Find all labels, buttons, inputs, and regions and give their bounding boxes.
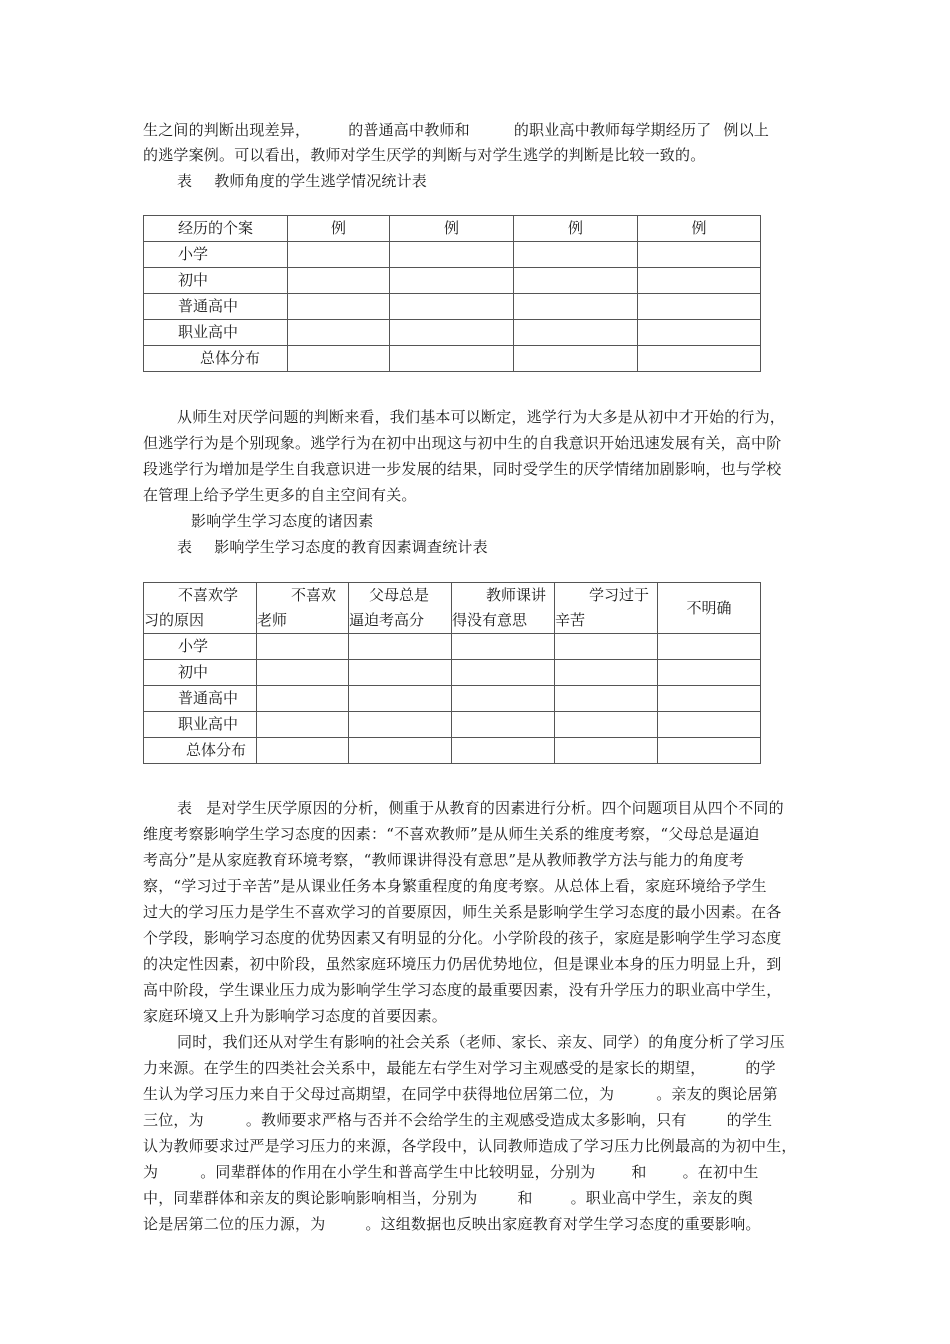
text-segment: 生认为学习压力来自于父母过高期望，在同学中获得地位居第二位，为 (143, 1085, 615, 1103)
row-label: 小学 (144, 634, 257, 660)
table-cell (555, 660, 658, 686)
table-1 (143, 215, 761, 372)
table-cell (257, 712, 349, 738)
table-cell (555, 634, 658, 660)
table-cell (638, 320, 761, 346)
header-line: 学习过于 (589, 586, 650, 604)
header-line: 得没有意思 (452, 611, 528, 629)
table-cell (349, 660, 452, 686)
table-cell (390, 268, 514, 294)
table-cell (658, 660, 761, 686)
text-segment: 和 (517, 1189, 533, 1207)
paragraph-3-line-1 (177, 798, 784, 818)
header-line: 老师 (257, 611, 288, 629)
table-cell (257, 634, 349, 660)
table-cell (514, 346, 638, 372)
paragraph-3-line-3: 考高分”是从家庭教育环境考察，“教师课讲得没有意思”是从教师教学方法与能力的角度考 (143, 851, 745, 869)
header-line: 辛苦 (555, 611, 586, 629)
row-label: 总体分布 (144, 346, 288, 372)
table-row (144, 268, 761, 294)
table-cell (555, 712, 658, 738)
table-cell (638, 268, 761, 294)
paragraph-4-line-4 (143, 1110, 772, 1130)
text-segment: 三位，为 (143, 1111, 204, 1129)
row-label: 小学 (144, 242, 288, 268)
table-cell (349, 686, 452, 712)
text-segment: 力来源。在学生的四类社会关系中，最能左右学生对学习主观感受的是家长的期望， (143, 1059, 706, 1077)
table-cell (658, 634, 761, 660)
table-cell (288, 320, 390, 346)
text-segment: 的学生 (726, 1111, 773, 1129)
row-label: 职业高中 (144, 712, 257, 738)
header-line: 不喜欢学 (178, 586, 239, 604)
table-cell (638, 346, 761, 372)
table-row (144, 712, 761, 738)
table-row (144, 242, 761, 268)
text-segment: 。同辈群体的作用在小学生和普高学生中比较明显，分别为 (200, 1163, 596, 1181)
text-segment: 的学 (745, 1059, 776, 1077)
table-cell (349, 634, 452, 660)
table-cell (658, 738, 761, 764)
table-cell (452, 712, 555, 738)
text-segment: 。这组数据也反映出家庭教育对学生学习态度的重要影响。 (365, 1215, 761, 1233)
table-row (144, 634, 761, 660)
table-2-header-row (144, 583, 761, 634)
header-cell: 不明确 (658, 583, 761, 634)
paragraph-4-line-1: 同时，我们还从对学生有影响的社会关系（老师、家长、亲友、同学）的角度分析了学习压 (177, 1033, 786, 1051)
table-row (144, 738, 761, 764)
table-2-caption (177, 537, 488, 557)
section-heading: 影响学生学习态度的诸因素 (191, 512, 374, 530)
table-row (144, 660, 761, 686)
table-row (144, 346, 761, 372)
header-cell (257, 583, 349, 634)
row-label: 普通高中 (144, 294, 288, 320)
table-cell (638, 294, 761, 320)
table-cell (288, 294, 390, 320)
text-segment: 是对学生厌学原因的分析，侧重于从教育的因素进行分析。四个问题项目从四个不同的 (206, 799, 784, 817)
paragraph-4-line-3 (143, 1084, 778, 1104)
text-segment: 的职业高中教师每学期经历了 (513, 121, 712, 139)
paragraph-3-line-2: 维度考察影响学生学习态度的因素：“不喜欢教师”是从师生关系的维度考察，“父母总是逼迫 (143, 825, 760, 843)
paragraph-3-line-7: 的决定性因素，初中阶段，虽然家庭环境压力仍居优势地位，但是课业本身的压力明显上升，到 (143, 955, 782, 973)
table-cell (390, 346, 514, 372)
header-cell (555, 583, 658, 634)
table-row (144, 686, 761, 712)
header-cell: 例 (390, 216, 514, 242)
header-line: 习的原因 (144, 611, 205, 629)
table-cell (514, 268, 638, 294)
paragraph-2-line-4: 在管理上给予学生更多的自主空间有关。 (143, 486, 417, 504)
header-cell (452, 583, 555, 634)
table-cell (514, 294, 638, 320)
table-cell (288, 242, 390, 268)
text-segment: 表 (177, 799, 193, 817)
table-cell (555, 738, 658, 764)
header-line: 逼迫考高分 (349, 611, 425, 629)
table-1-header-row (144, 216, 761, 242)
header-line: 教师课讲 (486, 586, 547, 604)
table-cell (257, 686, 349, 712)
header-cell: 例 (288, 216, 390, 242)
table-cell (514, 242, 638, 268)
header-cell (144, 583, 257, 634)
paragraph-4-line-5: 认为教师要求过严是学习压力的来源，各学段中，认同教师造成了学习压力比例最高的为初中生， (143, 1137, 797, 1155)
table-cell (390, 242, 514, 268)
caption-prefix: 表 (177, 538, 193, 556)
paragraph-3-line-8: 高中阶段，学生课业压力成为影响学生学习态度的最重要因素，没有升学压力的职业高中学生， (143, 981, 782, 999)
text-segment: 中，同辈群体和亲友的舆论影响影响相当，分别为 (143, 1189, 478, 1207)
table-cell (349, 738, 452, 764)
table-cell (349, 712, 452, 738)
row-label: 初中 (144, 268, 288, 294)
table-cell (514, 320, 638, 346)
header-cell: 经历的个案 (144, 216, 288, 242)
table-2 (143, 582, 761, 764)
table-row (144, 294, 761, 320)
text-segment: 。教师要求严格与否并不会给学生的主观感受造成太多影响，只有 (245, 1111, 687, 1129)
table-cell (658, 686, 761, 712)
row-label: 总体分布 (144, 738, 257, 764)
header-cell: 例 (514, 216, 638, 242)
header-line: 不喜欢 (291, 586, 337, 604)
text-segment: 。职业高中学生，亲友的舆 (570, 1189, 754, 1207)
text-segment: 。亲友的舆论居第 (656, 1085, 778, 1103)
table-cell (638, 242, 761, 268)
row-label: 初中 (144, 660, 257, 686)
paragraph-3-line-4: 察，“学习过于辛苦”是从课业任务本身繁重程度的角度考察。从总体上看，家庭环境给予学生 (143, 877, 767, 895)
table-cell (452, 634, 555, 660)
paragraph-4-line-7 (143, 1188, 753, 1208)
paragraph-3-line-6: 个学段，影响学习态度的优势因素又有明显的分化。小学阶段的孩子，家庭是影响学生学习态度 (143, 929, 782, 947)
row-label: 职业高中 (144, 320, 288, 346)
text-segment: 论是居第二位的压力源，为 (143, 1215, 326, 1233)
paragraph-3-line-9: 家庭环境又上升为影响学习态度的首要因素。 (143, 1007, 448, 1025)
table-cell (288, 268, 390, 294)
table-cell (452, 686, 555, 712)
text-segment: 。在初中生 (682, 1163, 759, 1181)
table-cell (390, 294, 514, 320)
table-cell (555, 686, 658, 712)
text-segment: 和 (631, 1163, 647, 1181)
header-cell: 例 (638, 216, 761, 242)
row-label: 普通高中 (144, 686, 257, 712)
table-cell (257, 738, 349, 764)
table-1-caption (177, 171, 427, 191)
table-cell (288, 346, 390, 372)
paragraph-3-line-5: 过大的学习压力是学生不喜欢学习的首要原因，师生关系是影响学生学习态度的最小因素。在各 (143, 903, 782, 921)
table-cell (658, 712, 761, 738)
header-cell (349, 583, 452, 634)
caption-text: 教师角度的学生逃学情况统计表 (214, 172, 428, 190)
paragraph-4-line-2 (143, 1058, 776, 1078)
text-segment: 的普通高中教师和 (348, 121, 470, 139)
table-cell (390, 320, 514, 346)
text-segment: 为 (143, 1163, 159, 1181)
paragraph-1-line-2: 的逃学案例。可以看出，教师对学生厌学的判断与对学生逃学的判断是比较一致的。 (143, 146, 706, 164)
caption-prefix: 表 (177, 172, 193, 190)
paragraph-2-line-2: 但逃学行为是个别现象。逃学行为在初中出现这与初中生的自我意识开始迅速发展有关，高中阶 (143, 434, 782, 452)
table-cell (257, 660, 349, 686)
paragraph-2-line-1: 从师生对厌学问题的判断来看，我们基本可以断定，逃学行为大多是从初中才开始的行为， (177, 408, 786, 426)
paragraph-4-line-6 (143, 1162, 759, 1182)
text-segment: 例以上 (723, 121, 770, 139)
paragraph-2-line-3: 段逃学行为增加是学生自我意识进一步发展的结果，同时受学生的厌学情绪加剧影响，也与学校 (143, 460, 782, 478)
table-cell (452, 660, 555, 686)
text-segment: 生之间的判断出现差异， (143, 121, 311, 139)
paragraph-4-line-8 (143, 1214, 761, 1234)
table-row (144, 320, 761, 346)
caption-text: 影响学生学习态度的教育因素调查统计表 (214, 538, 488, 556)
header-line: 父母总是 (369, 586, 430, 604)
paragraph-1-line-1 (143, 120, 769, 140)
table-cell (452, 738, 555, 764)
